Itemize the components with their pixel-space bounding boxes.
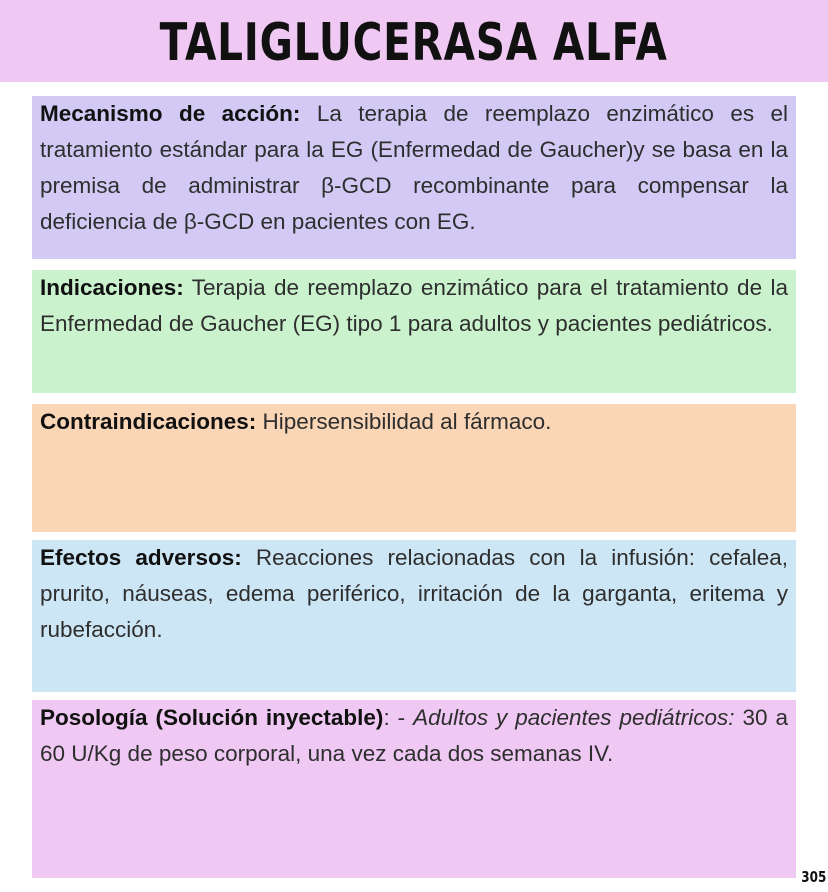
- mecanismo-label: Mecanismo de acción:: [40, 101, 301, 126]
- section-efectos-adversos: [32, 540, 796, 692]
- contraindicaciones-label: Contraindicaciones:: [40, 409, 257, 434]
- posologia-separator: : -: [383, 705, 414, 730]
- section-indicaciones: [32, 270, 796, 393]
- section-mecanismo: [32, 96, 796, 259]
- posologia-text: 30 a 60 U/Kg de peso corporal, una vez cada dos semanas IV.: [40, 705, 788, 766]
- section-posologia: [32, 700, 796, 878]
- contraindicaciones-text: Hipersensibilidad al fármaco.: [256, 409, 552, 434]
- page-title: TALIGLUCERASA ALFA: [159, 13, 668, 73]
- efectos-label: Efectos adversos:: [40, 545, 242, 570]
- indicaciones-label: Indicaciones:: [40, 275, 184, 300]
- mecanismo-text: La terapia de reemplazo enzimático es el tratamiento estándar para la EG (Enfermedad de Gaucher)y se basa en la premisa de administrar β-GCD recombinante para compensar la deficiencia de β-GCD en pacientes con EG.: [40, 101, 789, 234]
- title-banner: [0, 0, 828, 82]
- posologia-italic: Adultos y pacientes pediátricos:: [413, 705, 735, 730]
- posologia-label: Posología (Solución inyectable): [40, 705, 384, 730]
- indicaciones-text: Terapia de reemplazo enzimático para el tratamiento de la Enfermedad de Gaucher (EG) tipo 1 para adultos y pacientes pediátricos.: [40, 275, 788, 336]
- efectos-text: Reacciones relacionadas con la infusión: cefalea, prurito, náuseas, edema periférico, irritación de la garganta, eritema y rubefacción.: [40, 545, 788, 642]
- page-number: 305: [800, 868, 826, 886]
- section-contraindicaciones: [32, 404, 796, 532]
